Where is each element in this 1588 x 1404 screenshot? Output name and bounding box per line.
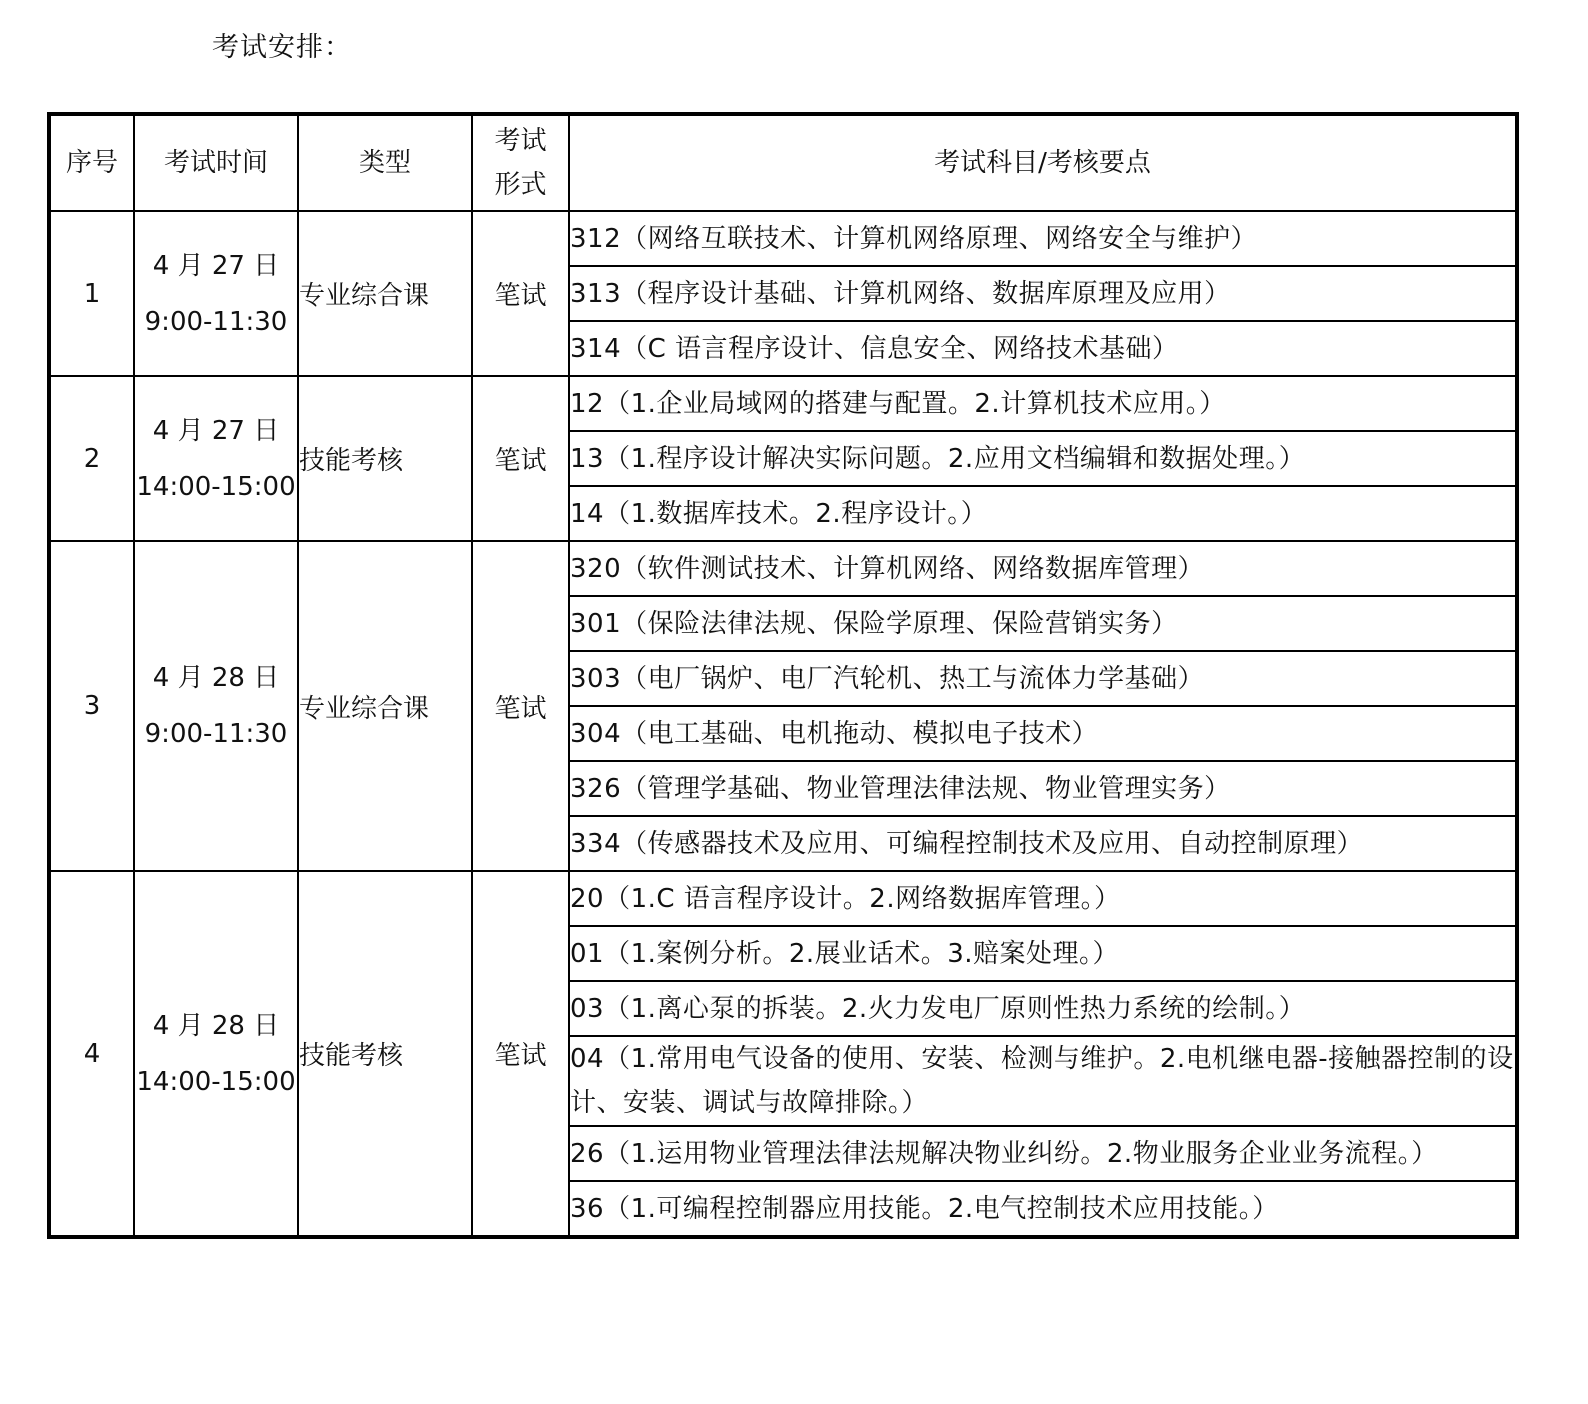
- group-type: 技能考核: [298, 376, 472, 541]
- subject-cell: 326（管理学基础、物业管理法律法规、物业管理实务）: [569, 761, 1517, 816]
- group-type: 专业综合课: [298, 211, 472, 376]
- exam-hours: 14:00-15:00: [136, 1066, 296, 1097]
- table-row: [49, 541, 1517, 596]
- exam-hours: 14:00-15:00: [136, 471, 296, 502]
- group-time: [134, 541, 298, 871]
- page-heading: 考试安排：: [212, 32, 352, 63]
- subject-cell: 20（1.C 语言程序设计。2.网络数据库管理。）: [569, 871, 1517, 926]
- subject-cell: 26（1.运用物业管理法律法规解决物业纠纷。2.物业服务企业业务流程。）: [569, 1126, 1517, 1181]
- subject-cell: 303（电厂锅炉、电厂汽轮机、热工与流体力学基础）: [569, 651, 1517, 706]
- table-header-row: [49, 114, 1517, 211]
- subject-cell: 36（1.可编程控制器应用技能。2.电气控制技术应用技能。）: [569, 1181, 1517, 1237]
- subject-cell: 314（C 语言程序设计、信息安全、网络技术基础）: [569, 321, 1517, 376]
- subject-cell: 301（保险法律法规、保险学原理、保险营销实务）: [569, 596, 1517, 651]
- header-type: 类型: [298, 114, 472, 211]
- table-row: [49, 871, 1517, 926]
- group-seq: 1: [49, 211, 134, 376]
- subject-cell: 320（软件测试技术、计算机网络、网络数据库管理）: [569, 541, 1517, 596]
- subject-cell: 313（程序设计基础、计算机网络、数据库原理及应用）: [569, 266, 1517, 321]
- group-type: 专业综合课: [298, 541, 472, 871]
- exam-date: 4 月 28 日: [152, 663, 280, 693]
- subject-cell: 312（网络互联技术、计算机网络原理、网络安全与维护）: [569, 211, 1517, 266]
- subject-cell: 04（1.常用电气设备的使用、安装、检测与维护。2.电机继电器-接触器控制的设计、安装、调试与故障排除。）: [569, 1036, 1517, 1126]
- header-form-line1: 考试: [494, 126, 547, 156]
- header-seq: 序号: [49, 114, 134, 211]
- subject-cell: 13（1.程序设计解决实际问题。2.应用文档编辑和数据处理。）: [569, 431, 1517, 486]
- exam-date: 4 月 28 日: [152, 1010, 280, 1041]
- table-row: [49, 211, 1517, 266]
- subject-cell: 334（传感器技术及应用、可编程控制技术及应用、自动控制原理）: [569, 816, 1517, 871]
- group-time: [134, 211, 298, 376]
- subject-cell: 01（1.案例分析。2.展业话术。3.赔案处理。）: [569, 926, 1517, 981]
- group-time: [134, 871, 298, 1237]
- header-form-line2: 形式: [494, 170, 547, 200]
- group-time: [134, 376, 298, 541]
- subject-cell: 03（1.离心泵的拆装。2.火力发电厂原则性热力系统的绘制。）: [569, 981, 1517, 1036]
- group-form: 笔试: [472, 376, 569, 541]
- group-form: 笔试: [472, 541, 569, 871]
- group-form: 笔试: [472, 211, 569, 376]
- exam-date: 4 月 27 日: [152, 250, 280, 281]
- header-subject: 考试科目/考核要点: [569, 114, 1517, 211]
- group-seq: 3: [49, 541, 134, 871]
- group-form: 笔试: [472, 871, 569, 1237]
- subject-cell: 304（电工基础、电机拖动、模拟电子技术）: [569, 706, 1517, 761]
- group-type: 技能考核: [298, 871, 472, 1237]
- group-seq: 2: [49, 376, 134, 541]
- exam-date: 4 月 27 日: [152, 415, 280, 446]
- exam-hours: 9:00-11:30: [144, 719, 288, 749]
- exam-hours: 9:00-11:30: [144, 306, 288, 337]
- subject-cell: 14（1.数据库技术。2.程序设计。）: [569, 486, 1517, 541]
- header-form: [472, 114, 569, 211]
- table-row: [49, 376, 1517, 431]
- group-seq: 4: [49, 871, 134, 1237]
- subject-cell: 12（1.企业局域网的搭建与配置。2.计算机技术应用。）: [569, 376, 1517, 431]
- header-time: 考试时间: [134, 114, 298, 211]
- exam-schedule-table: [47, 112, 1519, 1239]
